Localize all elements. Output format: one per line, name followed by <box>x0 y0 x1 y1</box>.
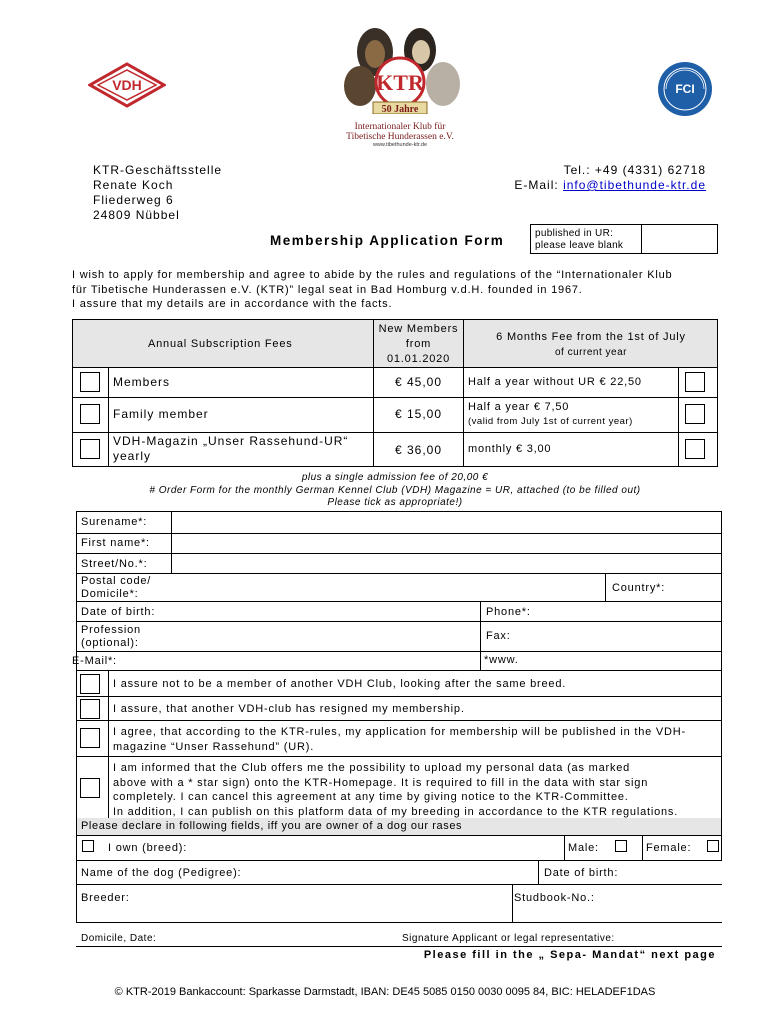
declaration-2-checkbox[interactable] <box>80 699 100 719</box>
fees-col-new-l3: 01.01.2020 <box>386 353 451 365</box>
declaration-4-l2: above with a * star sign) onto the KTR-Homepage. It is required to fill in the data with star sign <box>113 776 649 789</box>
postal-label <box>81 575 151 601</box>
family-half-checkbox[interactable] <box>685 404 705 424</box>
published-box[interactable] <box>530 224 718 254</box>
declaration-3-l1: I agree, that according to the KTR-rules, my application for membership will be published in the VDH- <box>113 726 686 738</box>
street-input[interactable] <box>172 554 721 573</box>
dog-heading-text: Please declare in following fields, iff you are owner of a dog our rases <box>81 820 463 832</box>
office-contact-name: Renate Koch <box>93 178 174 192</box>
street-label: Street/No.*: <box>81 558 148 570</box>
office-contact <box>514 163 706 193</box>
fees-col-half-l1: 6 Months Fee from the 1st of July <box>496 331 686 343</box>
ktr-logo <box>335 24 465 148</box>
fees-col-annual: Annual Subscription Fees <box>148 338 293 350</box>
intro-line-1: I wish to apply for membership and agree to abide by the rules and regulations of the “Internationaler Klub <box>72 269 673 281</box>
postal-label-l2: Domicile*: <box>81 588 139 600</box>
surname-input[interactable] <box>172 512 721 533</box>
profession-label <box>81 624 141 650</box>
vdh-logo <box>88 62 166 108</box>
vdh-magazine-checkbox[interactable] <box>80 439 100 459</box>
fax-label: Fax: <box>486 630 511 642</box>
office-name: KTR-Geschäftsstelle <box>93 163 223 177</box>
domicile-date-label: Domicile, Date: <box>81 933 157 944</box>
declaration-4-l1: I am informed that the Club offers me the possibility to upload my personal data (as marked <box>113 762 631 774</box>
svg-text:KTR: KTR <box>376 70 424 95</box>
dob-input[interactable] <box>170 602 478 621</box>
fci-logo <box>656 60 714 118</box>
fees-col-half <box>464 330 718 360</box>
footer: © KTR-2019 Bankaccount: Sparkasse Darmstadt, IBAN: DE45 5085 0150 0030 0095 84, BIC: HELADEF1DAS <box>114 986 656 998</box>
fees-col-new-l2: from <box>405 338 432 350</box>
fees-notes <box>72 472 718 510</box>
intro-line-2: für Tibetische Hunderassen e.V. (KTR)” legal seat in Bad Homburg v.d.H. founded in 1967. <box>72 283 583 296</box>
signature-label: Signature Applicant or legal representative: <box>402 933 615 944</box>
fee-row-family-label: Family member <box>113 407 209 421</box>
fee-row-magazine-label <box>113 434 348 464</box>
email-link[interactable]: info@tibethunde-ktr.de <box>563 178 706 192</box>
male-label: Male: <box>568 842 599 854</box>
published-label: published in UR: <box>535 228 614 239</box>
declaration-2-text: I assure, that another VDH-club has resigned my membership. <box>113 703 465 715</box>
fee-row-members-half: Half a year without UR € 22,50 <box>468 376 642 388</box>
members-checkbox[interactable] <box>80 372 100 392</box>
intro-text <box>72 268 672 312</box>
female-label: Female: <box>646 842 692 854</box>
www-label: *www. <box>484 654 519 666</box>
svg-text:VDH: VDH <box>112 77 142 93</box>
office-city: 24809 Nübbel <box>93 208 180 222</box>
fee-row-family-half-note: (valid from July 1st of current year) <box>468 416 633 427</box>
members-half-checkbox[interactable] <box>685 372 705 392</box>
email-field-label: E-Mail*: <box>72 655 117 667</box>
declaration-3-text <box>113 725 686 755</box>
male-checkbox[interactable] <box>615 840 627 852</box>
postal-label-l1: Postal code/ <box>81 575 152 587</box>
form-title: Membership Application Form <box>270 233 505 248</box>
fees-col-new-members <box>374 322 463 367</box>
declaration-1-text: I assure not to be a member of another VDH Club, looking after the same breed. <box>113 678 567 690</box>
profession-label-l1: Profession <box>81 624 141 636</box>
family-member-checkbox[interactable] <box>80 404 100 424</box>
office-tel: Tel.: +49 (4331) 62718 <box>563 163 706 177</box>
declaration-4-l4: In addition, I can publish on this platform data of my breeding in accordance to the KTR regulations. <box>113 805 679 818</box>
first-name-input[interactable] <box>172 534 721 553</box>
dog-name-label: Name of the dog (Pedigree): <box>81 867 242 879</box>
fee-row-members-label: Members <box>113 375 171 389</box>
declaration-3-l2: magazine “Unser Rassehund” (UR). <box>113 741 315 753</box>
own-breed-label: I own (breed): <box>108 842 188 854</box>
fee-row-magazine-fee: € 36,00 <box>394 443 443 457</box>
fees-note-1: plus a single admission fee of 20,00 € <box>301 472 489 483</box>
svg-text:FCI: FCI <box>675 82 695 96</box>
fee-row-members-fee: € 45,00 <box>394 375 443 389</box>
own-breed-checkbox[interactable] <box>82 840 94 852</box>
declaration-3-checkbox[interactable] <box>80 728 100 748</box>
first-name-label: First name*: <box>81 537 150 549</box>
fee-row-family-half: Half a year € 7,50 <box>468 401 570 413</box>
fees-note-3: Please tick as appropriate!) <box>327 497 463 508</box>
postal-input[interactable] <box>160 574 604 601</box>
svg-text:50 Jahre: 50 Jahre <box>381 104 419 114</box>
fees-col-half-l2: of current year <box>555 347 627 358</box>
fee-row-magazine-half: monthly € 3,00 <box>468 443 552 455</box>
country-label: Country*: <box>612 582 666 594</box>
surname-label: Surename*: <box>81 516 148 528</box>
dog-dob-label: Date of birth: <box>544 867 619 879</box>
declaration-1-checkbox[interactable] <box>80 674 100 694</box>
fee-row-magazine-l2: yearly <box>113 449 152 463</box>
dob-label: Date of birth: <box>81 606 156 618</box>
female-checkbox[interactable] <box>707 840 719 852</box>
declaration-4-checkbox[interactable] <box>80 778 100 798</box>
declaration-4-l3: completely. I can cancel this agreement at any time by giving notice to the KTR-Committee. <box>113 791 629 803</box>
phone-label: Phone*: <box>486 606 531 618</box>
fees-note-2: # Order Form for the monthly German Kennel Club (VDH) Magazine = UR, attached (to be filled out) <box>149 484 641 496</box>
email-label: E-Mail: <box>514 178 564 192</box>
office-street: Fliederweg 6 <box>93 193 174 207</box>
next-page-note: Please fill in the „ Sepa- Mandat“ next page <box>423 949 716 961</box>
club-name-line2: Tibetische Hunderassen e.V. <box>346 132 454 142</box>
fees-col-new-l1: New Members <box>378 323 459 335</box>
fee-row-magazine-l1: VDH-Magazin „Unser Rassehund-UR“ <box>113 434 349 448</box>
magazine-monthly-checkbox[interactable] <box>685 439 705 459</box>
declaration-4-text <box>113 761 678 819</box>
profession-label-l2: (optional): <box>81 637 139 649</box>
club-url: www.tibethunde-ktr.de <box>372 142 428 148</box>
published-hint: please leave blank <box>535 240 624 251</box>
breeder-label: Breeder: <box>81 892 130 904</box>
office-address <box>93 163 222 223</box>
fee-row-family-fee: € 15,00 <box>394 407 443 421</box>
intro-line-3: I assure that my details are in accordance with the facts. <box>72 298 393 310</box>
studbook-label: Studbook-No.: <box>514 892 595 904</box>
club-name-line1: Internationaler Klub für <box>354 122 446 132</box>
dog-section-heading <box>76 818 722 836</box>
